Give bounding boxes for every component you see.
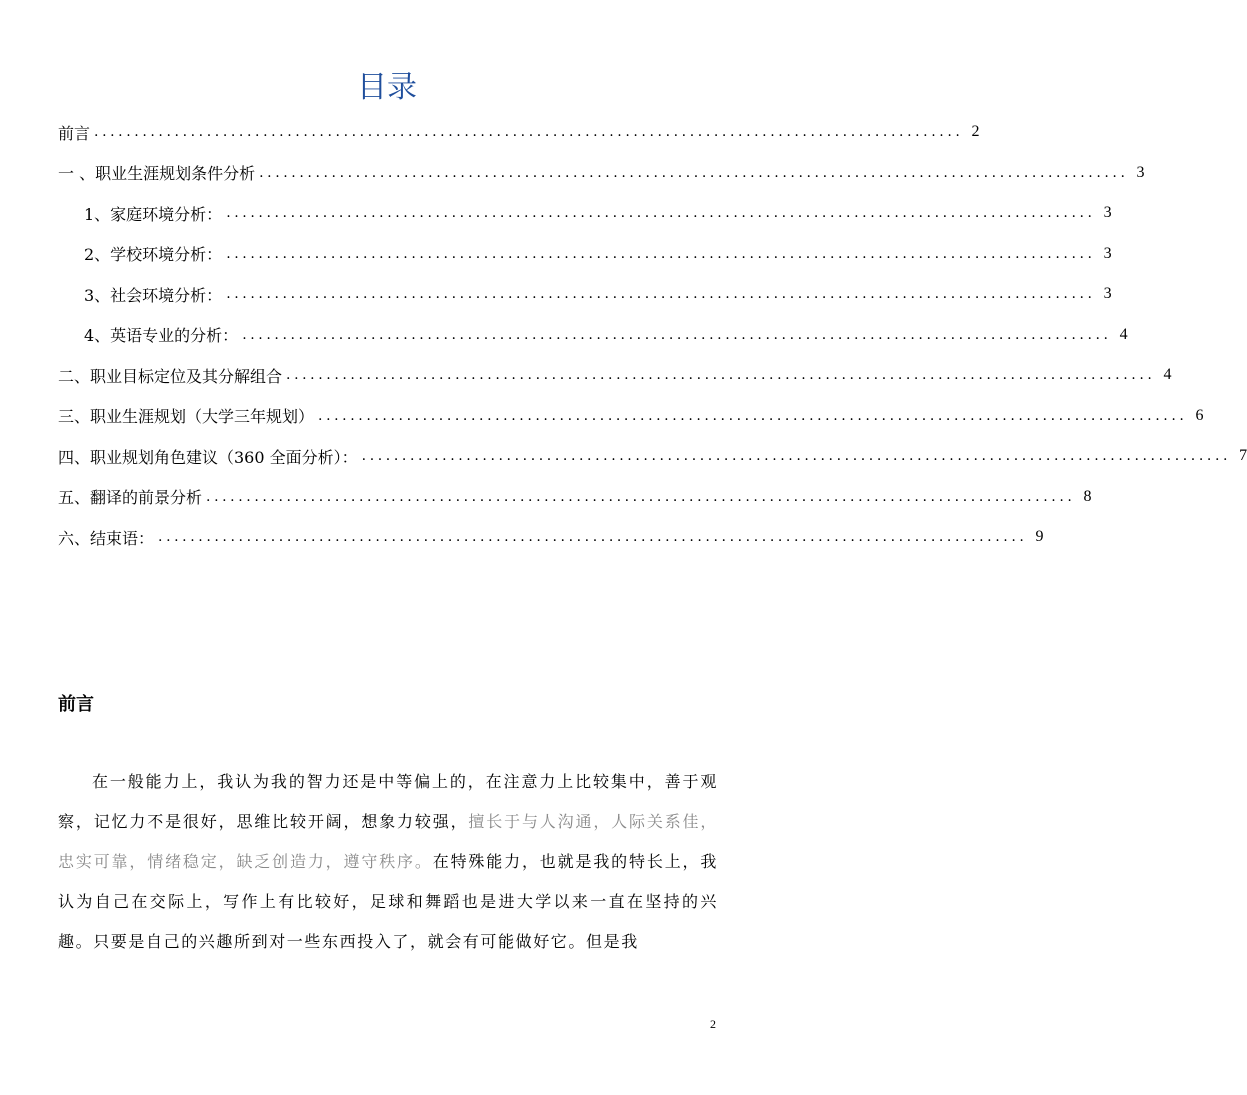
toc-entry-label: 3、社会环境分析： [84,285,223,305]
toc-entry-english-major[interactable] [58,315,1128,356]
toc-entry-label: 五、翻译的前景分析 [58,488,203,508]
toc-entry-label: 四、职业规划角色建议（360 全面分析）： [58,447,358,467]
toc-leader-dots: ............................................................................................................ [259,164,1129,181]
toc-entry-label: 1、家庭环境分析： [84,204,223,224]
toc-leader-dots: ............................................................................................................ [226,205,1096,222]
toc-entry-section-2[interactable] [58,355,1172,396]
toc-entry-section-3[interactable] [58,396,1204,437]
toc-leader-dots: ............................................................................................................ [242,326,1112,343]
toc-leader-dots: ............................................................................................................ [361,448,1232,465]
page-number: 2 [710,1017,716,1031]
toc-entry-page: 6 [1195,406,1204,424]
toc-entry-page: 3 [1136,163,1145,181]
toc-entry-family-environment[interactable] [58,193,1112,234]
toc-entry-label: 六、结束语： [58,528,155,548]
toc-entry-label: 三、职业生涯规划（大学三年规划） [58,407,315,427]
body-paragraph [58,762,718,962]
toc-leader-dots: ............................................................................................................ [226,245,1096,262]
body-text-part-1: 在一般能力上，我认为我的智力还是中等偏上的，在注意力上比较集中，善于观察，记忆力不是很好，思维比较开阔，想象力较强， [58,772,718,831]
toc-leader-dots: ............................................................................................................ [286,367,1156,384]
toc-entry-page: 9 [1035,528,1044,546]
toc-entry-preface[interactable] [58,112,980,153]
toc-entry-page: 8 [1083,487,1092,505]
section-heading-preface: 前言 [58,694,94,715]
toc-entry-label: 二、职业目标定位及其分解组合 [58,366,283,386]
toc-entry-label: 一 、职业生涯规划条件分析 [58,164,256,184]
toc-entry-social-environment[interactable] [58,274,1112,315]
body-text-part-2: 在特殊能力，也就是我的特长上，我认为自己在交际上，写作上有比较好，足球和舞蹈也是进大学以来一直在坚持的兴趣。只要是自己的兴趣所到对一些东西投入了，就会有可能做好它。但是我 [58,852,718,951]
toc-entry-page: 3 [1103,285,1112,303]
toc-entry-label: 前言 [58,123,91,143]
toc-entry-label: 2、学校环境分析： [84,245,223,265]
toc-entry-page: 4 [1119,325,1128,343]
toc-entry-label: 4、英语专业的分析： [84,326,239,346]
toc-entry-page: 2 [971,123,980,141]
toc-entry-school-environment[interactable] [58,234,1112,275]
toc-entry-section-1[interactable] [58,153,1145,194]
toc-entry-page: 3 [1103,204,1112,222]
toc-leader-dots: ............................................................................................................ [206,488,1076,505]
body-text-muted: 擅长于与人沟通，人际关系佳，忠实可靠，情绪稳定，缺乏创造力，遵守秩序。 [58,812,718,871]
toc-leader-dots: ............................................................................................................ [94,124,964,141]
toc-entry-section-5[interactable] [58,477,1092,518]
toc-leader-dots: ............................................................................................................ [226,286,1096,303]
toc-entry-page: 4 [1163,366,1172,384]
toc-entry-page: 3 [1103,244,1112,262]
toc-entry-section-4[interactable] [58,436,1247,477]
toc-entry-section-6[interactable] [58,517,1044,558]
toc-entry-page: 7 [1239,447,1247,465]
toc-leader-dots: ............................................................................................................ [318,407,1188,424]
toc-leader-dots: ............................................................................................................ [158,529,1028,546]
table-of-contents [58,112,1247,558]
toc-title: 目录 [357,70,417,105]
